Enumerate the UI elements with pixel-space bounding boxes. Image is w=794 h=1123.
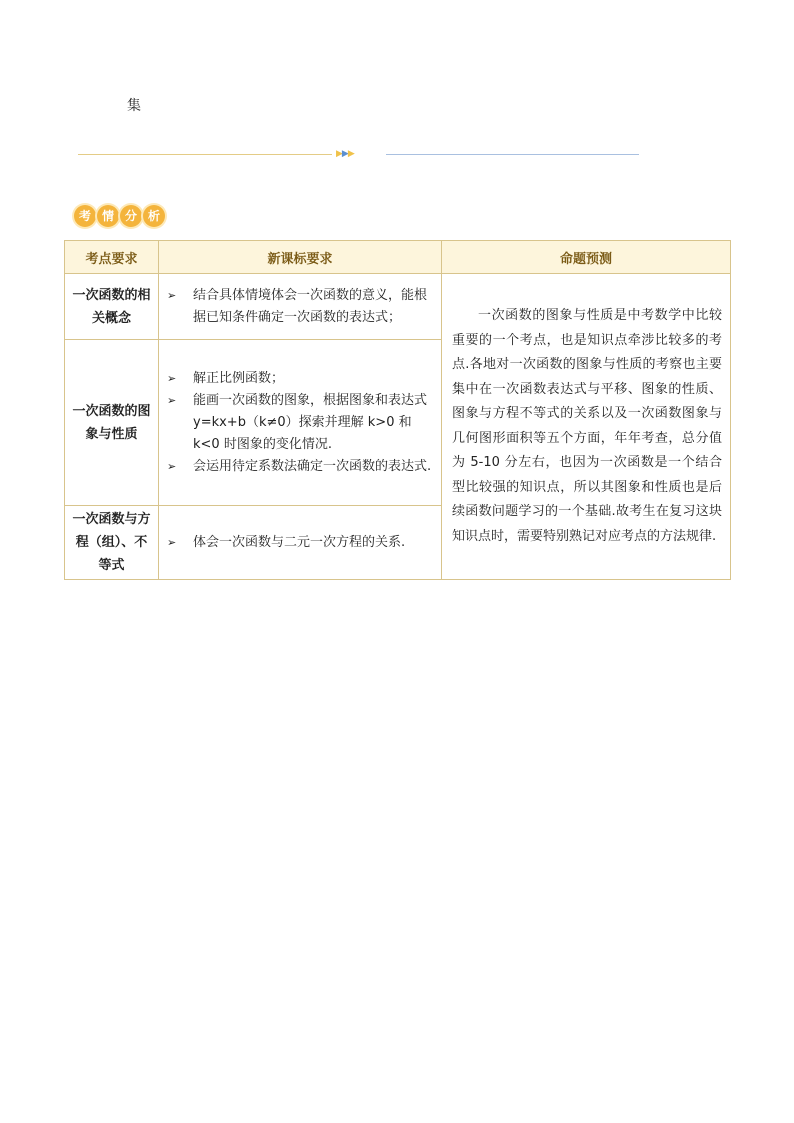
topic-cell: 一次函数的相关概念 (65, 274, 159, 340)
requirement-text: 解正比例函数； (193, 370, 285, 386)
arrow-bullet-icon: ➢ (167, 459, 177, 473)
requirement-text: 体会一次函数与二元一次方程的关系. (193, 534, 406, 550)
requirement-cell (159, 340, 442, 506)
requirement-text: 能画一次函数的图象，根据图象和表达式 y=kx+b（k≠0）探索并理解 k>0 和 k<0 时图象的变化情况. (193, 392, 428, 452)
topic-cell: 一次函数的图象与性质 (65, 340, 159, 506)
exam-analysis-table (64, 240, 731, 580)
divider-arrows (336, 148, 354, 160)
arrow-bullet-icon: ➢ (167, 535, 177, 549)
topic-cell: 一次函数与方程（组）、不等式 (65, 506, 159, 580)
requirement-cell (159, 506, 442, 580)
column-header: 命题预测 (442, 241, 731, 274)
arrow-right-icon: ▶ (347, 149, 354, 159)
requirement-text: 会运用待定系数法确定一次函数的表达式. (193, 458, 432, 474)
arrow-right-icon: ▶ (341, 149, 348, 159)
prediction-cell: 一次函数的图象与性质是中考数学中比较重要的一个考点，也是知识点牵涉比较多的考点.各地对一次函数的图象与性质的考察也主要集中在一次函数表达式与平移、图象的性质、图象与方程不等式的关系以及一次函数图象与几何图形面积等五个方面，年年考查，总分值为 5-10 分左右，也因为一次函数是一个结合型比较强的知识点，所以其图象和性质也是后续函数问题学习的一个基础.故考生在复习这块知识点时，需要特别熟记对应考点的方法规律. (442, 274, 731, 580)
badge-char: 考 (74, 205, 96, 227)
divider-left-line (78, 154, 332, 155)
badge-char: 分 (120, 205, 142, 227)
arrow-right-icon: ▶ (336, 149, 342, 159)
header-title: 集 (127, 98, 141, 114)
arrow-bullet-icon: ➢ (167, 393, 177, 407)
section-badge (74, 205, 165, 227)
requirement-item (167, 368, 435, 390)
requirement-item (167, 456, 435, 478)
column-header: 新课标要求 (159, 241, 442, 274)
table-row (65, 274, 731, 340)
arrow-bullet-icon: ➢ (167, 288, 177, 302)
requirement-item (167, 285, 435, 329)
table-header-row (65, 241, 731, 274)
requirement-item (167, 390, 435, 456)
requirement-cell (159, 274, 442, 340)
badge-char: 情 (97, 205, 119, 227)
requirement-item (167, 532, 435, 554)
requirement-text: 结合具体情境体会一次函数的意义，能根据已知条件确定一次函数的表达式； (193, 287, 428, 325)
column-header: 考点要求 (65, 241, 159, 274)
arrow-bullet-icon: ➢ (167, 371, 177, 385)
badge-char: 析 (143, 205, 165, 227)
divider-right-line (386, 154, 639, 155)
